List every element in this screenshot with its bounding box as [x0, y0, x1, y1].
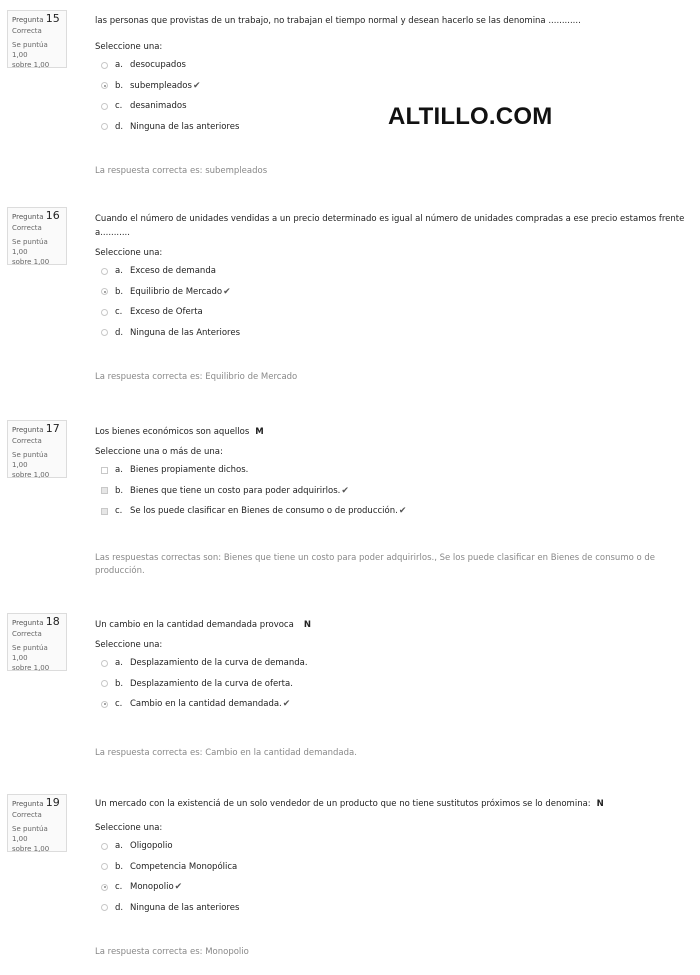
radio-button[interactable]	[101, 62, 108, 69]
answer-marker: M	[255, 427, 264, 437]
checkmark-icon: ✔	[192, 80, 201, 91]
question-grade: Se puntúa 1,00 sobre 1,00	[12, 644, 50, 672]
option-b[interactable]: b. Bienes que tiene un costo para poder adquirirlos. ✔	[95, 481, 690, 502]
checkbox[interactable]	[101, 467, 108, 474]
radio-button[interactable]	[101, 103, 108, 110]
option-a[interactable]: a. Oligopolio	[95, 836, 690, 857]
option-b[interactable]: b. Desplazamiento de la curva de oferta.	[95, 674, 690, 695]
question-info-box	[7, 10, 67, 68]
option-c[interactable]: c. desanimados	[95, 96, 690, 117]
radio-button[interactable]	[101, 268, 108, 275]
option-b[interactable]: b. Equilibrio de Mercado ✔	[95, 282, 690, 303]
answer-options	[95, 460, 690, 522]
correct-answer-feedback: La respuesta correcta es: Cambio en la cantidad demandada.	[95, 747, 357, 758]
question-text: Un cambio en la cantidad demandada provoca N	[95, 620, 311, 630]
option-a[interactable]: a. Desplazamiento de la curva de demanda.	[95, 653, 690, 674]
question-info-box	[7, 794, 67, 852]
question-state: Correcta	[12, 224, 42, 232]
question-number: Pregunta 19	[12, 796, 60, 809]
correct-answer-feedback: La respuesta correcta es: subempleados	[95, 166, 268, 176]
option-c[interactable]: c. Exceso de Oferta	[95, 302, 690, 323]
radio-button-selected[interactable]	[101, 82, 108, 89]
question-info-box	[7, 613, 67, 671]
checkmark-icon: ✔	[282, 699, 291, 710]
question-state: Correcta	[12, 630, 42, 638]
checkbox-checked[interactable]	[101, 508, 108, 515]
question-number: Pregunta 17	[12, 422, 60, 435]
option-a[interactable]: a. desocupados	[95, 55, 690, 76]
question-text: Cuando el número de unidades vendidas a un precio determinado es igual al número de unidades compradas a ese precio estamos frente a...........	[95, 214, 685, 238]
option-c[interactable]: c. Se los puede clasificar en Bienes de consumo o de producción. ✔	[95, 501, 690, 522]
radio-button[interactable]	[101, 309, 108, 316]
option-c[interactable]: c. Cambio en la cantidad demandada. ✔	[95, 694, 690, 715]
checkbox-checked[interactable]	[101, 487, 108, 494]
option-b[interactable]: b. Competencia Monopólica	[95, 857, 690, 878]
answer-options	[95, 836, 690, 918]
option-a[interactable]: a. Exceso de demanda	[95, 261, 690, 282]
question-grade: Se puntúa 1,00 sobre 1,00	[12, 41, 50, 69]
question-state: Correcta	[12, 437, 42, 445]
question-info-box	[7, 420, 67, 478]
answer-prompt: Seleccione una:	[95, 42, 163, 52]
radio-button[interactable]	[101, 123, 108, 130]
radio-button-selected[interactable]	[101, 701, 108, 708]
question-grade: Se puntúa 1,00 sobre 1,00	[12, 825, 50, 853]
checkmark-icon: ✔	[398, 506, 407, 517]
option-d[interactable]: d. Ninguna de las anteriores	[95, 117, 690, 138]
radio-button-selected[interactable]	[101, 884, 108, 891]
radio-button-selected[interactable]	[101, 288, 108, 295]
correct-answer-feedback: La respuesta correcta es: Monopolio	[95, 947, 249, 957]
answer-options	[95, 261, 690, 343]
radio-button[interactable]	[101, 329, 108, 336]
radio-button[interactable]	[101, 904, 108, 911]
answer-options	[95, 55, 690, 137]
answer-prompt: Seleccione una:	[95, 248, 163, 258]
answer-prompt: Seleccione una o más de una:	[95, 447, 223, 457]
radio-button[interactable]	[101, 863, 108, 870]
question-text: Un mercado con la existenciá de un solo vendedor de un producto que no tiene sustitutos próximos se lo denomina: N	[95, 799, 604, 809]
option-d[interactable]: d. Ninguna de las anteriores	[95, 898, 690, 919]
question-text: las personas que provistas de un trabajo, no trabajan el tiempo normal y desean hacerlo se las denomina ............	[95, 16, 581, 26]
answer-marker: N	[303, 620, 311, 630]
question-text: Los bienes económicos son aquellos M	[95, 427, 264, 437]
radio-button[interactable]	[101, 660, 108, 667]
radio-button[interactable]	[101, 843, 108, 850]
question-info-box	[7, 207, 67, 265]
question-number: Pregunta 18	[12, 615, 60, 628]
checkmark-icon: ✔	[341, 485, 349, 496]
answer-options	[95, 653, 690, 715]
correct-answer-feedback: Las respuestas correctas son: Bienes que tiene un costo para poder adquirirlos., Se los puede clasificar en Bienes de consumo o de producción.	[95, 552, 656, 576]
answer-prompt: Seleccione una:	[95, 823, 163, 833]
option-b[interactable]: b. subempleados ✔	[95, 76, 690, 97]
correct-answer-feedback: La respuesta correcta es: Equilibrio de Mercado	[95, 372, 298, 382]
question-grade: Se puntúa 1,00 sobre 1,00	[12, 451, 50, 479]
radio-button[interactable]	[101, 680, 108, 687]
watermark-text: ALTILLO.COM	[388, 103, 553, 130]
option-d[interactable]: d. Ninguna de las Anteriores	[95, 323, 690, 344]
question-state: Correcta	[12, 27, 42, 35]
question-state: Correcta	[12, 811, 42, 819]
option-c[interactable]: c. Monopolio ✔	[95, 877, 690, 898]
checkmark-icon: ✔	[223, 286, 231, 297]
question-grade: Se puntúa 1,00 sobre 1,00	[12, 238, 50, 266]
question-number: Pregunta 15	[12, 12, 60, 25]
question-number: Pregunta 16	[12, 209, 60, 222]
option-a[interactable]: a. Bienes propiamente dichos.	[95, 460, 690, 481]
answer-prompt: Seleccione una:	[95, 640, 163, 650]
checkmark-icon: ✔	[174, 882, 183, 893]
answer-marker: N	[596, 799, 604, 809]
